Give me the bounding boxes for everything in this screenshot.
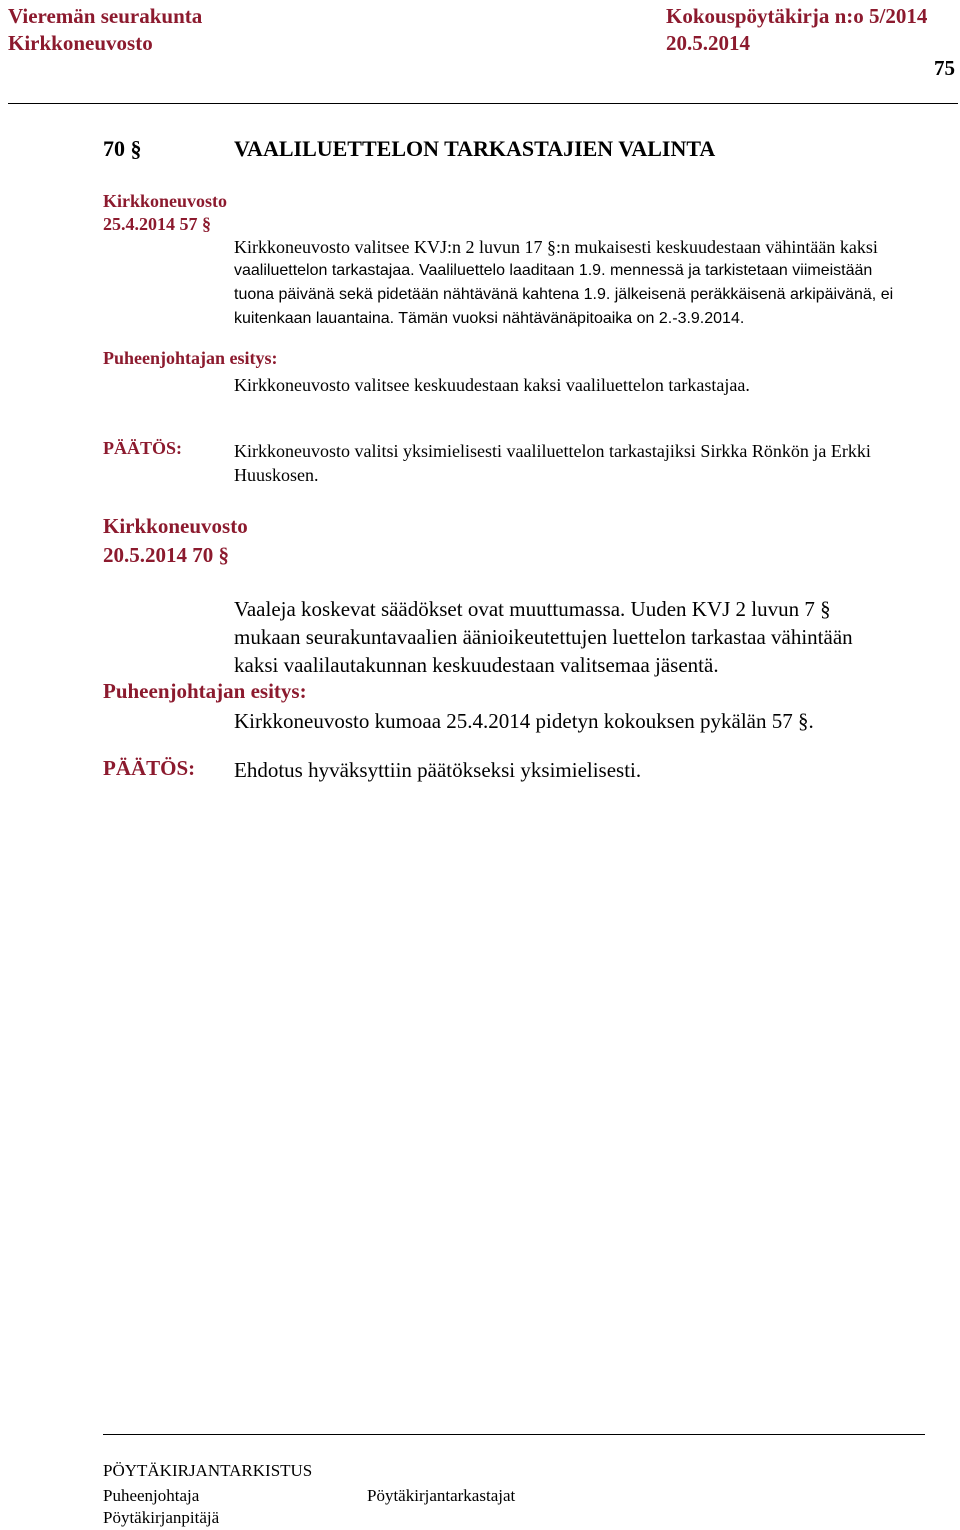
footer-chair: Puheenjohtaja	[103, 1486, 200, 1505]
prior-proposal-label: Puheenjohtajan esitys:	[103, 348, 278, 368]
prior-ref-date: 25.4.2014 57 §	[103, 214, 211, 234]
prior-text-line1: Kirkkoneuvosto valitsee KVJ:n 2 luvun 17 §:n mukaisesti keskuudestaan vähintään kaksi	[234, 237, 878, 257]
prior-decision-line2: Huuskosen.	[234, 465, 319, 485]
header-rule	[8, 103, 958, 104]
section-number: 70 §	[103, 136, 142, 161]
page-number: 75	[934, 56, 955, 80]
parish-name: Vieremän seurakunta	[8, 4, 203, 28]
footer-title: PÖYTÄKIRJANTARKISTUS	[103, 1461, 313, 1480]
footer-rule	[103, 1434, 925, 1435]
document-title: Kokouspöytäkirja n:o 5/2014	[666, 4, 928, 28]
body-name: Kirkkoneuvosto	[8, 31, 153, 55]
current-decision-label: PÄÄTÖS:	[103, 756, 196, 780]
footer-reviewers: Pöytäkirjantarkastajat	[367, 1486, 516, 1505]
current-text-line1: Vaaleja koskevat säädökset ovat muuttumassa. Uuden KVJ 2 luvun 7 §	[234, 597, 831, 621]
prior-text-line4: kuitenkaan lauantaina. Tämän vuoksi nähtävänäpitoaika on 2.-3.9.2014.	[234, 310, 745, 327]
current-text-line3: kaksi vaalilautakunnan keskuudestaan valitsemaa jäsentä.	[234, 653, 719, 677]
meeting-date: 20.5.2014	[666, 31, 750, 55]
current-proposal-text: Kirkkoneuvosto kumoaa 25.4.2014 pidetyn kokouksen pykälän 57 §.	[234, 709, 814, 733]
prior-text-line3: tuona päivänä sekä pidetään nähtävänä kahtena 1.9. jälkeisenä peräkkäisenä arkipäivänä, ei	[234, 286, 894, 303]
current-ref-body: Kirkkoneuvosto	[103, 514, 248, 538]
prior-proposal-text: Kirkkoneuvosto valitsee keskuudestaan kaksi vaaliluettelon tarkastajaa.	[234, 375, 750, 395]
prior-text-line2: vaaliluettelon tarkastajaa. Vaaliluettelo laaditaan 1.9. mennessä ja tarkistetaan viimeistään	[234, 262, 873, 279]
prior-ref-body: Kirkkoneuvosto	[103, 191, 228, 211]
prior-decision-label: PÄÄTÖS:	[103, 438, 183, 458]
footer-secretary: Pöytäkirjanpitäjä	[103, 1508, 220, 1527]
current-ref-date: 20.5.2014 70 §	[103, 543, 229, 567]
current-text-line2: mukaan seurakuntavaalien äänioikeutettujen luettelon tarkastaa vähintään	[234, 625, 853, 649]
current-decision-text: Ehdotus hyväksyttiin päätökseksi yksimielisesti.	[234, 758, 642, 782]
prior-decision-line1: Kirkkoneuvosto valitsi yksimielisesti vaaliluettelon tarkastajiksi Sirkka Rönkön ja Erkki	[234, 441, 871, 461]
current-proposal-label: Puheenjohtajan esitys:	[103, 679, 307, 703]
section-title: VAALILUETTELON TARKASTAJIEN VALINTA	[234, 136, 716, 161]
